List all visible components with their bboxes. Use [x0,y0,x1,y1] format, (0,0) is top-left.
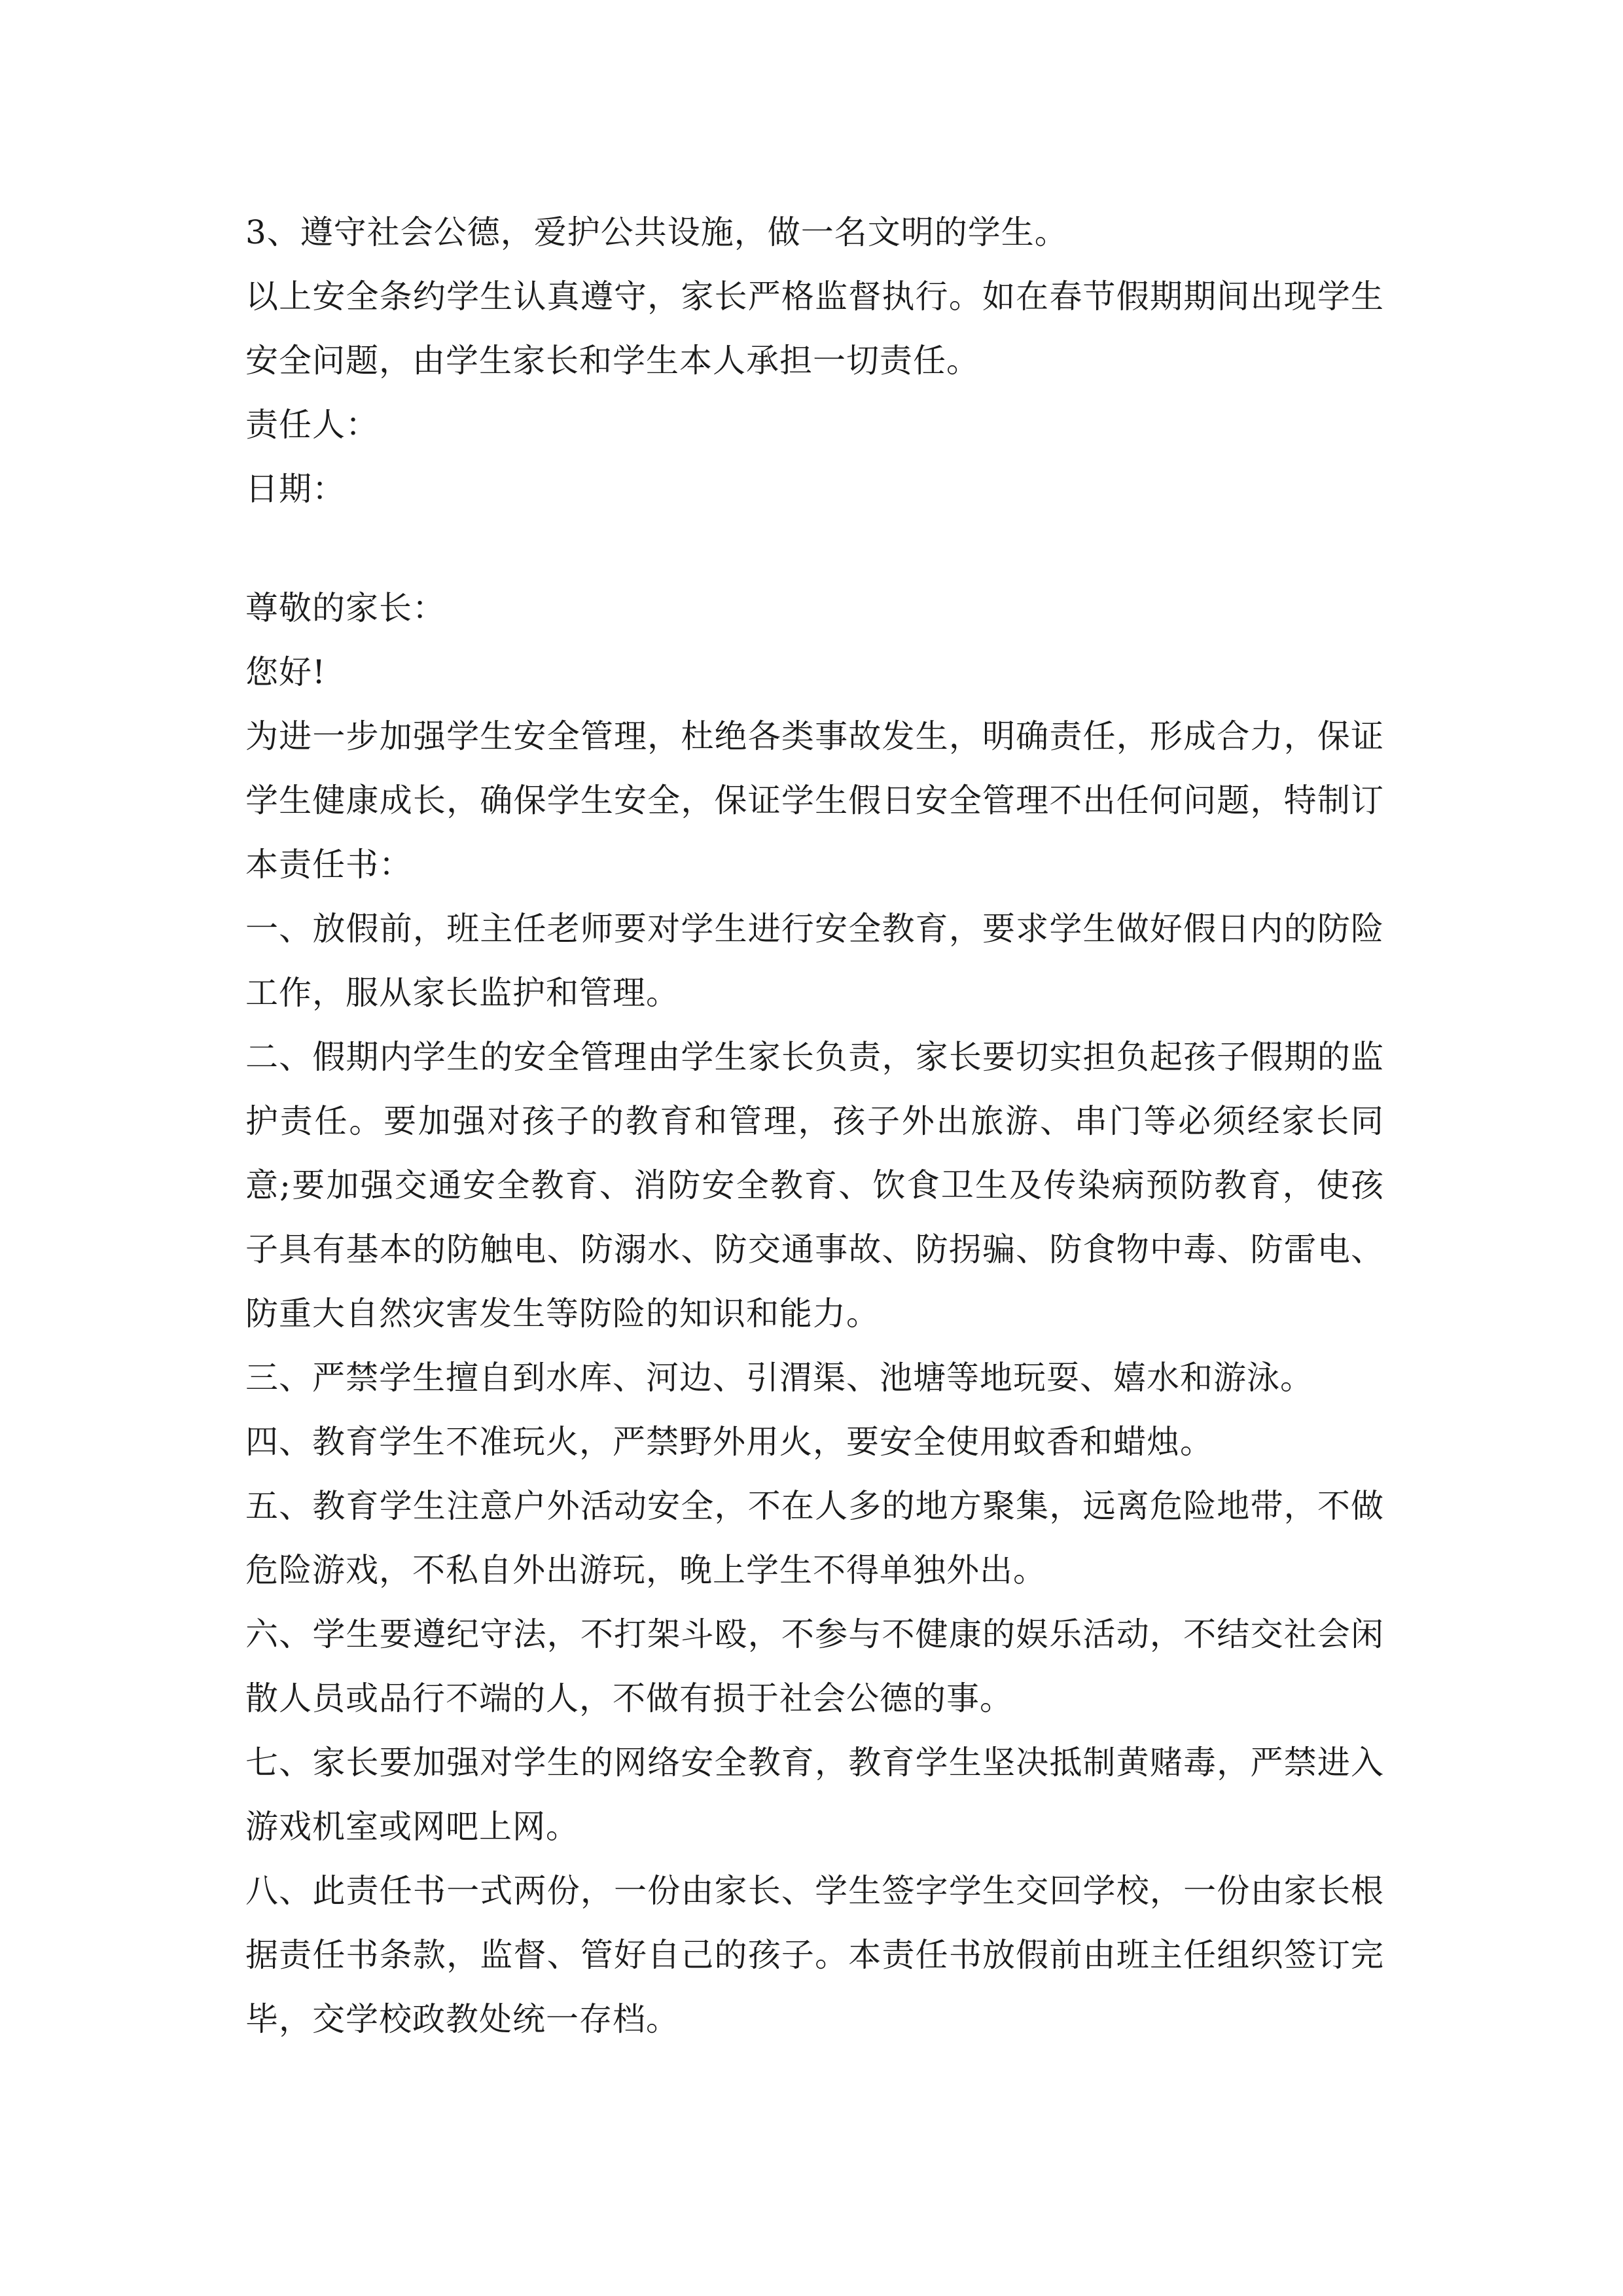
salutation: 尊敬的家长： [245,589,446,627]
closing-statement: 以上安全条约学生认真遵守，家长严格监督执行。如在春节假期期间出现学生安全问题，由学生家长和学生本人承担一切责任。 [245,278,1384,380]
rule-item-3: 3、遵守社会公德，爱护公共设施，做一名文明的学生。 [245,213,1068,251]
letter-item-4: 四、教育学生不准玩火，严禁野外用火，要安全使用蚊香和蜡烛。 [245,1423,1213,1461]
letter-item-5: 五、教育学生注意户外活动安全，不在人多的地方聚集，远离危险地带，不做危险游戏，不私自外出游玩，晚上学生不得单独外出。 [245,1487,1384,1589]
letter-item-2: 二、假期内学生的安全管理由学生家长负责，家长要切实担负起孩子假期的监护责任。要加强对孩子的教育和管理，孩子外出旅游、串门等必须经家长同意;要加强交通安全教育、消防安全教育、饮食卫生及传染病预防教育，使孩子具有基本的防触电、防溺水、防交通事故、防拐骗、防食物中毒、防雷电、防重大自然灾害发生等防险的知识和能力。 [245,1038,1384,1333]
letter-item-7: 七、家长要加强对学生的网络安全教育，教育学生坚决抵制黄赌毒，严禁进入游戏机室或网吧上网。 [245,1744,1384,1846]
responsible-person-label: 责任人： [245,406,379,444]
letter-item-1: 一、放假前，班主任老师要对学生进行安全教育，要求学生做好假日内的防险工作，服从家长监护和管理。 [245,910,1384,1012]
greeting: 您好! [245,653,327,691]
letter-item-8: 八、此责任书一式两份，一份由家长、学生签字学生交回学校，一份由家长根据责任书条款，监督、管好自己的孩子。本责任书放假前由班主任组织签订完毕，交学校政教处统一存档。 [245,1872,1384,2038]
intro-paragraph: 为进一步加强学生安全管理，杜绝各类事故发生，明确责任，形成合力，保证学生健康成长，确保学生安全，保证学生假日安全管理不出任何问题，特制订本责任书： [245,717,1384,884]
date-label: 日期： [245,470,346,508]
letter-item-6: 六、学生要遵纪守法，不打架斗殴，不参与不健康的娱乐活动，不结交社会闲散人员或品行不端的人，不做有损于社会公德的事。 [245,1615,1384,1717]
top-section [245,200,1384,521]
letter-item-3: 三、严禁学生擅自到水库、河边、引渭渠、池塘等地玩耍、嬉水和游泳。 [245,1359,1313,1397]
letter-section [245,576,1384,2051]
